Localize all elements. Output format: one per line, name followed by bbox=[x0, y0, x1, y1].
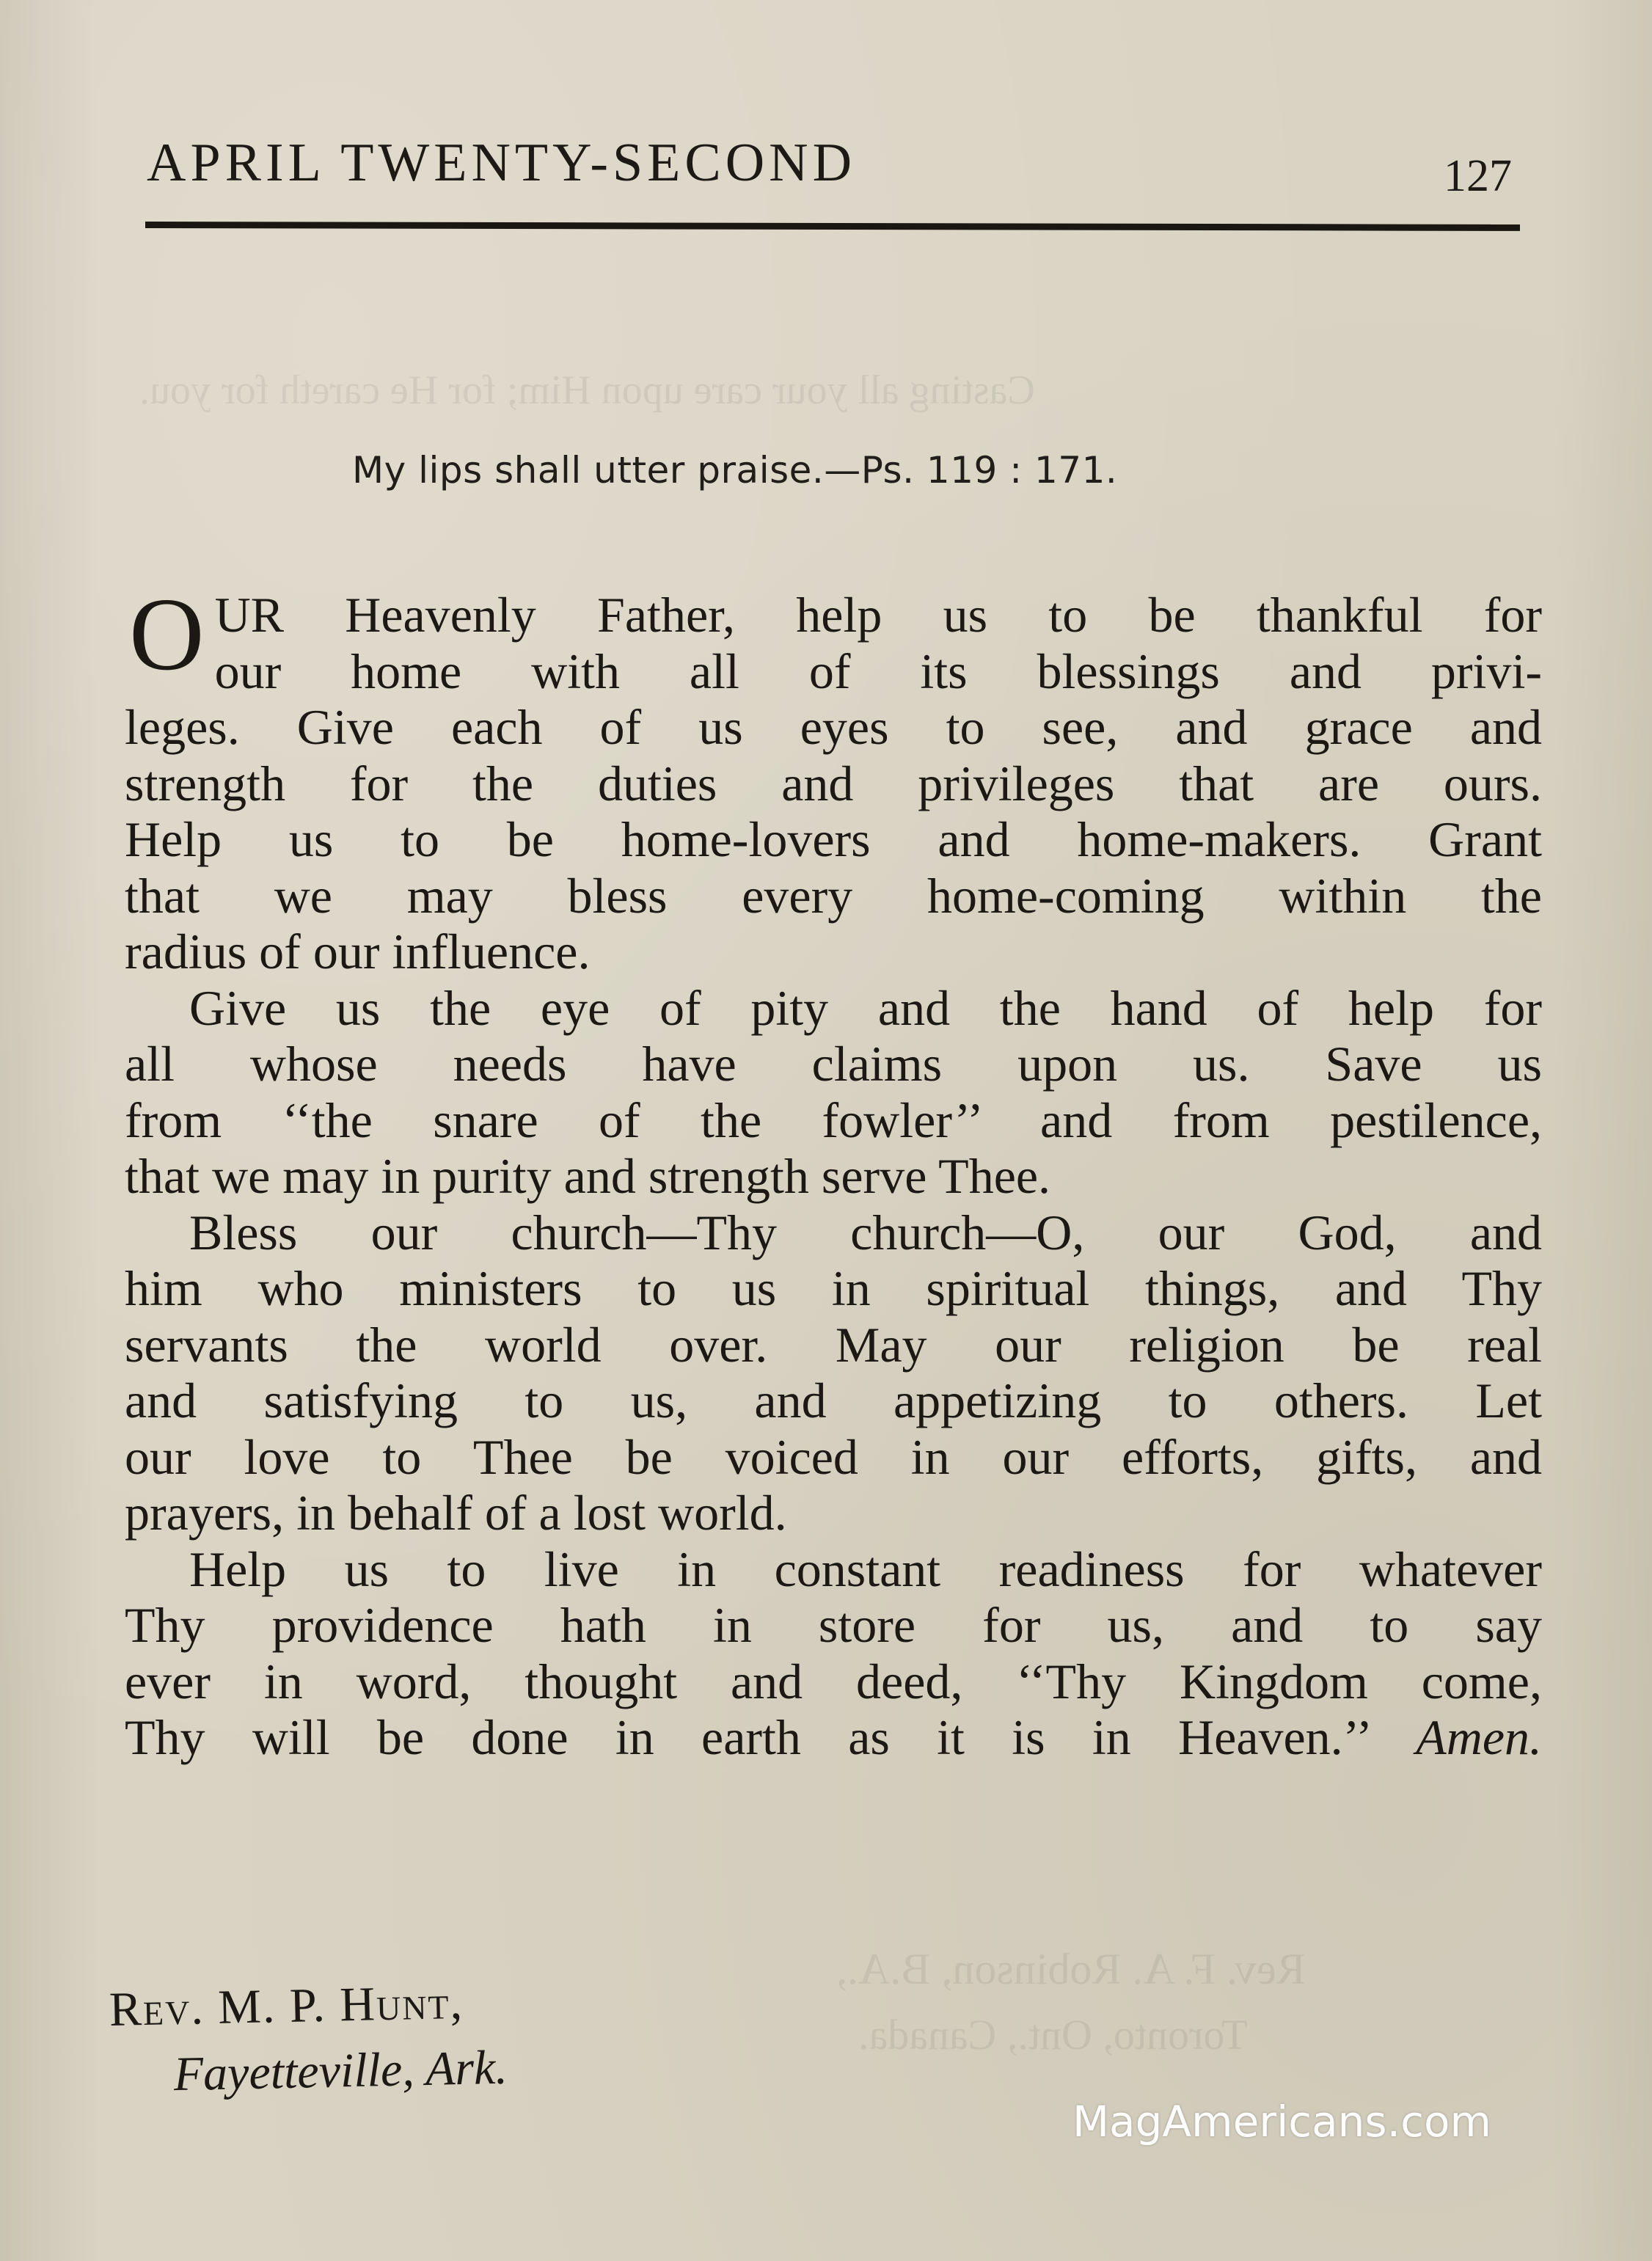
scripture-epigraph: My lips shall utter praise.—Ps. 119 : 171. bbox=[352, 449, 1118, 492]
author-name: Rev. M. P. Hunt, bbox=[109, 1975, 464, 2037]
prayer-line: that we may bless every home-coming within the bbox=[125, 867, 1542, 924]
prayer-line: leges. Give each of us eyes to see, and grace and bbox=[125, 699, 1542, 755]
prayer-line: Bless our church—Thy church—O, our God, and bbox=[189, 1204, 1542, 1260]
reverse-page-show-through: Rev. F. A. Robinson, B.A., bbox=[836, 1945, 1306, 1993]
prayer-paragraph bbox=[125, 1205, 1542, 1541]
prayer-line: prayers, in behalf of a lost world. bbox=[125, 1485, 787, 1541]
reverse-page-show-through: Casting all your care upon Him; for He careth for you. bbox=[139, 368, 1035, 413]
prayer-line-text: Thy will be done in earth as it is in Heaven.’’ bbox=[125, 1709, 1369, 1765]
author-signature bbox=[109, 1969, 508, 2109]
prayer-line: Thy providence hath in store for us, and to say bbox=[125, 1597, 1542, 1653]
drop-cap: O bbox=[129, 576, 205, 692]
prayer-line: that we may in purity and strength serve Thee. bbox=[125, 1148, 1051, 1204]
author-location: Fayetteville, Ark. bbox=[173, 2040, 508, 2102]
prayer-line: our home with all of its blessings and privi- bbox=[214, 643, 1542, 699]
prayer-line: Give us the eye of pity and the hand of help for bbox=[189, 979, 1542, 1036]
prayer-text bbox=[125, 576, 1542, 1766]
prayer-line: ever in word, thought and deed, ‘‘Thy Kingdom come, bbox=[125, 1653, 1542, 1709]
watermark: MagAmericans.com bbox=[1072, 2097, 1491, 2147]
prayer-line: from ‘‘the snare of the fowler’’ and from pestilence, bbox=[125, 1092, 1542, 1148]
prayer-line: strength for the duties and privileges that are ours. bbox=[125, 755, 1542, 811]
reverse-page-show-through: Toronto, Ont., Canada. bbox=[858, 2011, 1248, 2059]
prayer-line: him who ministers to us in spiritual things, and Thy bbox=[125, 1260, 1542, 1316]
prayer-line: radius of our influence. bbox=[125, 924, 591, 979]
header-rule bbox=[145, 222, 1520, 231]
prayer-paragraph bbox=[125, 576, 1542, 980]
prayer-line: servants the world over. May our religion be real bbox=[125, 1316, 1542, 1373]
prayer-paragraph bbox=[125, 1541, 1542, 1766]
prayer-line: and satisfying to us, and appetizing to others. Let bbox=[125, 1373, 1542, 1428]
prayer-line: UR Heavenly Father, help us to be thankful for bbox=[214, 587, 1542, 643]
running-head-title: APRIL TWENTY-SECOND bbox=[147, 133, 857, 193]
page-number: 127 bbox=[1444, 151, 1512, 201]
prayer-line: all whose needs have claims upon us. Save us bbox=[125, 1036, 1542, 1092]
prayer-line: Help us to live in constant readiness for whatever bbox=[189, 1541, 1542, 1597]
prayer-line: Help us to be home-lovers and home-makers. Grant bbox=[125, 811, 1542, 867]
prayer-paragraph bbox=[125, 980, 1542, 1205]
prayer-line: our love to Thee be voiced in our efforts, gifts, and bbox=[125, 1428, 1542, 1485]
prayer-final-line bbox=[125, 1709, 1542, 1766]
amen: Amen. bbox=[1416, 1709, 1542, 1765]
